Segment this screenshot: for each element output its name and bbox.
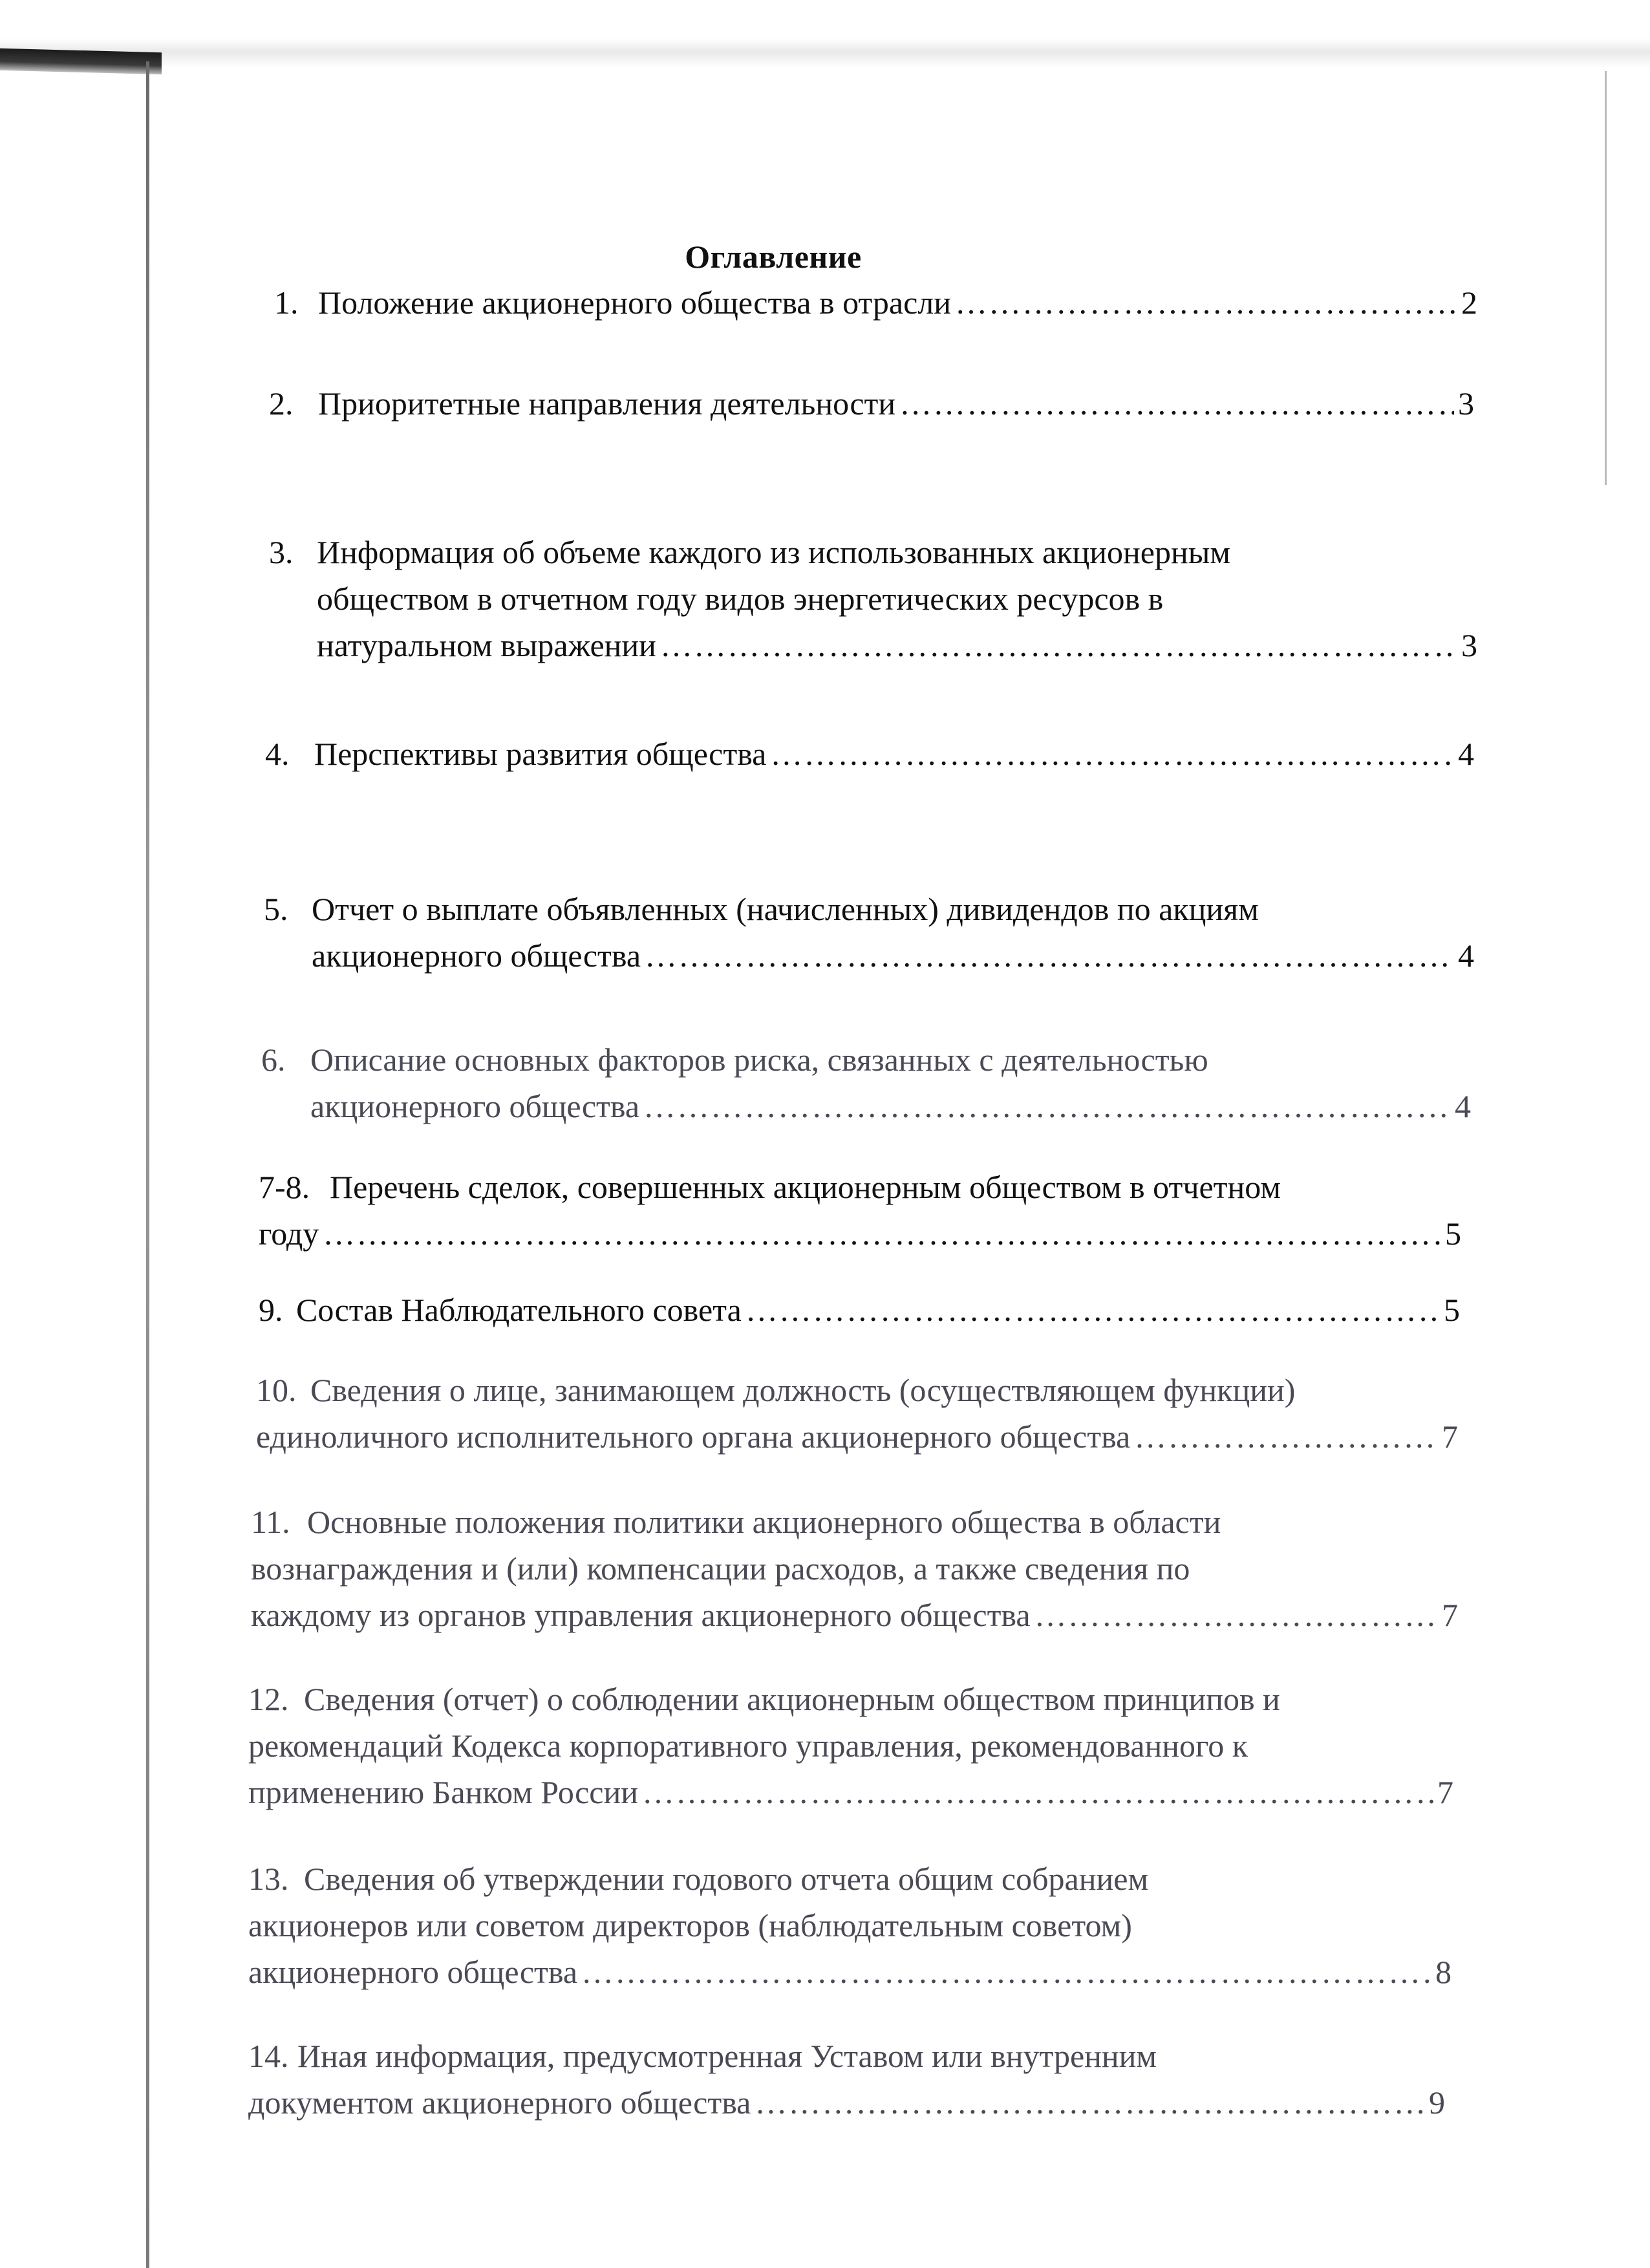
toc-page-number: 9: [1429, 2084, 1445, 2121]
toc-entry-last-line: [296, 1287, 1460, 1333]
toc-entry-text: рекомендаций Кодекса корпоративного управления, рекомендованного к: [248, 1728, 1248, 1764]
toc-page-number: 2: [1461, 284, 1477, 321]
toc-page-number: 3: [1458, 385, 1474, 422]
toc-entry-last-line: [248, 1949, 1452, 1995]
toc-entry-number: 5.: [264, 891, 288, 927]
toc-entry-last-line: [314, 731, 1474, 777]
toc-entry-text: году: [259, 1215, 319, 1252]
toc-entry-number: 14.: [248, 2038, 289, 2074]
toc-entry-number: 12.: [248, 1681, 289, 1717]
toc-entry-number: 1.: [274, 284, 299, 321]
toc-entry-text: единоличного исполнительного органа акционерного общества: [256, 1418, 1131, 1455]
toc-entry-text: документом акционерного общества: [248, 2084, 751, 2121]
dot-leader: [581, 1949, 1431, 1995]
dot-leader: [955, 279, 1457, 326]
dot-leader: [899, 380, 1454, 427]
toc-entry-number: 4.: [265, 736, 290, 772]
toc-entry-text: Положение акционерного общества в отрасли: [318, 284, 951, 321]
toc-entry-text: Сведения о лице, занимающем должность (осуществляющем функции): [310, 1372, 1296, 1408]
toc-entry-text: Описание основных факторов риска, связанных с деятельностью: [310, 1042, 1208, 1078]
toc-entry: [0, 1676, 1650, 1815]
toc-page-number: 5: [1445, 1215, 1461, 1252]
toc-entry: [0, 529, 1650, 669]
page-title: Оглавление: [685, 239, 862, 275]
toc-entry-number: 6.: [261, 1042, 286, 1078]
toc-entry-number: 2.: [269, 385, 294, 422]
toc-entry-text: Основные положения политики акционерного общества в области: [307, 1504, 1221, 1540]
toc-entry-text: Информация об объеме каждого из использованных акционерным: [317, 534, 1230, 570]
toc-entry-text: Сведения об утверждении годового отчета общим собранием: [304, 1861, 1149, 1897]
toc-entry-text: Состав Наблюдательного совета: [296, 1292, 742, 1328]
toc-page-number: 3: [1461, 627, 1477, 663]
toc-entry-text: применению Банком России: [248, 1774, 638, 1810]
toc-page-number: 8: [1435, 1954, 1452, 1990]
toc-entry-last-line: [248, 2079, 1445, 2126]
toc-page-number: 4: [1458, 937, 1474, 974]
dot-leader: [755, 2079, 1425, 2126]
dot-leader: [1034, 1592, 1438, 1638]
toc-entry-text: акционерного общества: [248, 1954, 578, 1990]
toc-entry-last-line: [248, 1769, 1453, 1815]
scan-page-fold: [0, 48, 162, 75]
toc-entry-last-line: [310, 1083, 1471, 1129]
toc-entry-text: Иная информация, предусмотренная Уставом или внутренним: [297, 2038, 1157, 2074]
dot-leader: [745, 1287, 1440, 1333]
toc-page-number: 7: [1437, 1774, 1453, 1810]
toc-entry: [0, 1367, 1650, 1460]
toc-entry: [0, 1856, 1650, 1995]
toc-entry: [0, 1287, 1650, 1333]
toc-entry-number: 10.: [256, 1372, 297, 1408]
toc-entry-text: акционерного общества: [312, 937, 641, 974]
toc-entry: [0, 380, 1650, 427]
toc-entry-text: Сведения (отчет) о соблюдении акционерным обществом принципов и: [304, 1681, 1280, 1717]
toc-entry: [0, 1036, 1650, 1129]
toc-entry: [0, 1164, 1650, 1257]
toc-entry-last-line: [317, 622, 1477, 669]
toc-entry-last-line: [318, 279, 1477, 326]
dot-leader: [643, 1083, 1451, 1129]
toc-entry: [0, 2033, 1650, 2126]
toc-page-number: 7: [1442, 1418, 1458, 1455]
dot-leader: [323, 1210, 1441, 1257]
toc-entry-last-line: [318, 380, 1474, 427]
dot-leader: [1134, 1413, 1438, 1460]
toc-entry-text: вознаграждения и (или) компенсации расходов, а также сведения по: [251, 1550, 1190, 1587]
toc-entry-number: 13.: [248, 1861, 289, 1897]
toc-entry-text: Перспективы развития общества: [314, 736, 767, 772]
toc-entry-number: 9.: [259, 1292, 283, 1328]
scan-top-edge: [0, 0, 1650, 68]
toc-entry-text: Отчет о выплате объявленных (начисленных) дивидендов по акциям: [312, 891, 1259, 927]
dot-leader: [660, 622, 1457, 669]
toc-entry-text: Перечень сделок, совершенных акционерным обществом в отчетном: [330, 1169, 1281, 1205]
toc-entry-last-line: [251, 1592, 1458, 1638]
toc-entry: [0, 279, 1650, 326]
toc-entry-text: акционерного общества: [310, 1088, 640, 1124]
toc-entry-text: акционеров или советом директоров (наблюдательным советом): [248, 1907, 1132, 1943]
dot-leader: [770, 731, 1454, 777]
toc-entry-last-line: [259, 1210, 1461, 1257]
toc-entry-text: Приоритетные направления деятельности: [318, 385, 896, 422]
toc-entry-last-line: [312, 932, 1474, 979]
toc-entry-last-line: [256, 1413, 1458, 1460]
toc-page-number: 4: [1455, 1088, 1471, 1124]
toc-entry-text: натуральном выражении: [317, 627, 656, 663]
toc-page-number: 4: [1458, 736, 1474, 772]
dot-leader: [642, 1769, 1433, 1815]
toc-entry: [0, 886, 1650, 979]
toc-entry-number: 11.: [251, 1504, 290, 1540]
toc-entry-number: 7-8.: [259, 1169, 310, 1205]
toc-entry: [0, 731, 1650, 777]
toc-entry-number: 3.: [269, 534, 294, 570]
toc-entry-text: обществом в отчетном году видов энергетических ресурсов в: [317, 581, 1164, 617]
toc-page-number: 5: [1444, 1292, 1460, 1328]
toc-entry-text: каждому из органов управления акционерного общества: [251, 1597, 1031, 1633]
toc-page-number: 7: [1442, 1597, 1458, 1633]
dot-leader: [645, 932, 1454, 979]
toc-entry: [0, 1499, 1650, 1638]
